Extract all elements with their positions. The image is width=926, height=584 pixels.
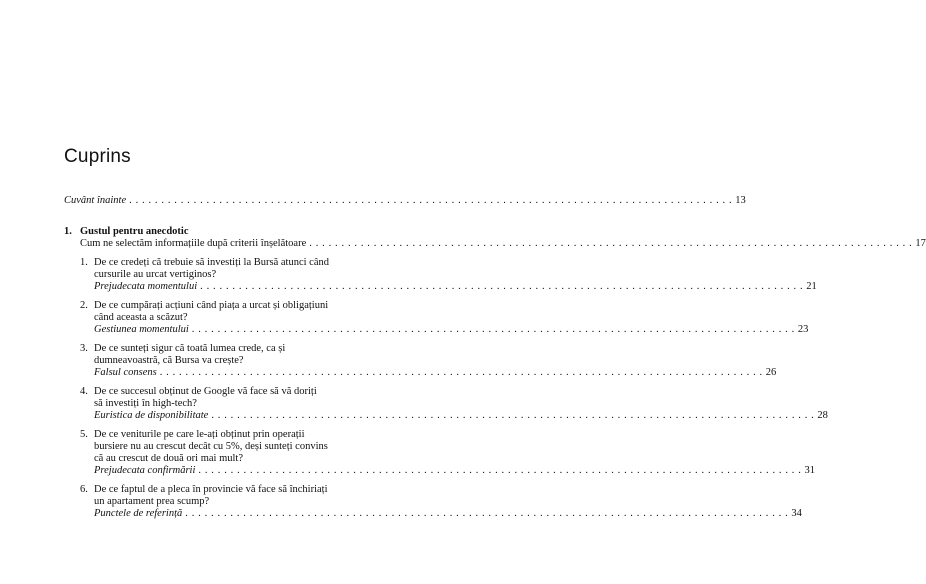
dot-leader (160, 367, 763, 379)
page-number: 28 (817, 410, 828, 421)
dot-leader (129, 195, 732, 207)
question-body (94, 429, 815, 477)
toc-question-3 (80, 343, 777, 379)
toc-question-6 (80, 484, 802, 520)
page-number: 23 (797, 324, 809, 335)
question-number: 3. (80, 343, 88, 354)
toc-question-5 (80, 429, 815, 477)
question-line: cursurile au urcat vertiginos? (94, 269, 217, 280)
page-number: 13 (735, 195, 746, 206)
page-number: 17 (915, 238, 926, 249)
page-number: 34 (791, 508, 802, 519)
question-text (94, 343, 776, 367)
question-line: De ce succesul obținut de Google vă face să vă doriți (94, 386, 317, 397)
dot-leader (185, 508, 788, 520)
dot-leader (309, 238, 912, 250)
concept-row (94, 324, 808, 336)
question-line: că au crescut de două ori mai mult? (94, 453, 243, 464)
concept-label: Falsul consens (94, 367, 157, 378)
question-text (94, 300, 808, 324)
concept-label: Euristica de disponibilitate (94, 410, 209, 421)
question-text (94, 484, 802, 508)
page-number: 31 (804, 465, 815, 476)
question-line: De ce credeți că trebuie să investiți la Bursă atunci când (94, 257, 329, 268)
concept-row (94, 281, 817, 293)
toc-question-2 (80, 300, 809, 336)
concept-row (94, 410, 828, 422)
question-line: dumneavoastră, că Bursa va crește? (94, 355, 244, 366)
question-line: De ce sunteți sigur că toată lumea crede, ca și (94, 343, 286, 354)
concept-label: Punctele de referință (94, 508, 183, 519)
concept-label: Prejudecata confirmării (94, 465, 196, 476)
question-line: să investiți în high-tech? (94, 398, 197, 409)
question-line: un apartament prea scump? (94, 496, 210, 507)
question-line: când aceasta a scăzut? (94, 312, 188, 323)
question-text (94, 429, 815, 465)
question-number: 4. (80, 386, 88, 397)
dot-leader (192, 324, 795, 336)
chapter-title: Gustul pentru anecdotic (80, 226, 189, 237)
question-body (94, 343, 776, 379)
question-body (94, 300, 808, 336)
dot-leader (200, 281, 803, 293)
question-line: De ce veniturile pe care le-ați obținut prin operații (94, 429, 305, 440)
question-line: De ce faptul de a pleca în provincie vă face să închiriați (94, 484, 328, 495)
toc-entry-label: Cum ne selectăm informațiile după criterii înșelătoare (80, 238, 307, 249)
question-text (94, 257, 817, 281)
page-title: Cuprins (64, 146, 131, 167)
page-number: 26 (765, 367, 777, 378)
toc-entry-label: Cuvânt înainte (64, 195, 127, 206)
toc-entry-foreword (64, 195, 746, 207)
chapter-1 (64, 226, 926, 520)
question-number: 6. (80, 484, 88, 495)
concept-row (94, 508, 802, 520)
chapter-intro (80, 238, 926, 250)
question-line: De ce cumpărați acțiuni când piața a urcat și obligațiuni (94, 300, 329, 311)
toc-question-1 (80, 257, 817, 293)
question-number: 5. (80, 429, 88, 440)
question-body (94, 386, 828, 422)
question-body (94, 257, 817, 293)
question-number: 2. (80, 300, 88, 311)
table-of-contents (64, 195, 926, 520)
question-list (64, 257, 828, 520)
concept-row (94, 465, 815, 477)
dot-leader (198, 465, 801, 477)
question-number: 1. (80, 257, 88, 268)
concept-label: Gestiunea momentului (94, 324, 189, 335)
toc-question-4 (80, 386, 828, 422)
concept-row (94, 367, 776, 379)
chapter-number: 1. (64, 226, 72, 237)
question-text (94, 386, 828, 410)
page-number: 21 (806, 281, 817, 292)
dot-leader (211, 410, 814, 422)
question-line: bursiere nu au crescut decât cu 5%, deși sunteți convins (94, 441, 328, 452)
concept-label: Prejudecata momentului (94, 281, 198, 292)
question-body (94, 484, 802, 520)
chapter-heading (64, 226, 388, 238)
